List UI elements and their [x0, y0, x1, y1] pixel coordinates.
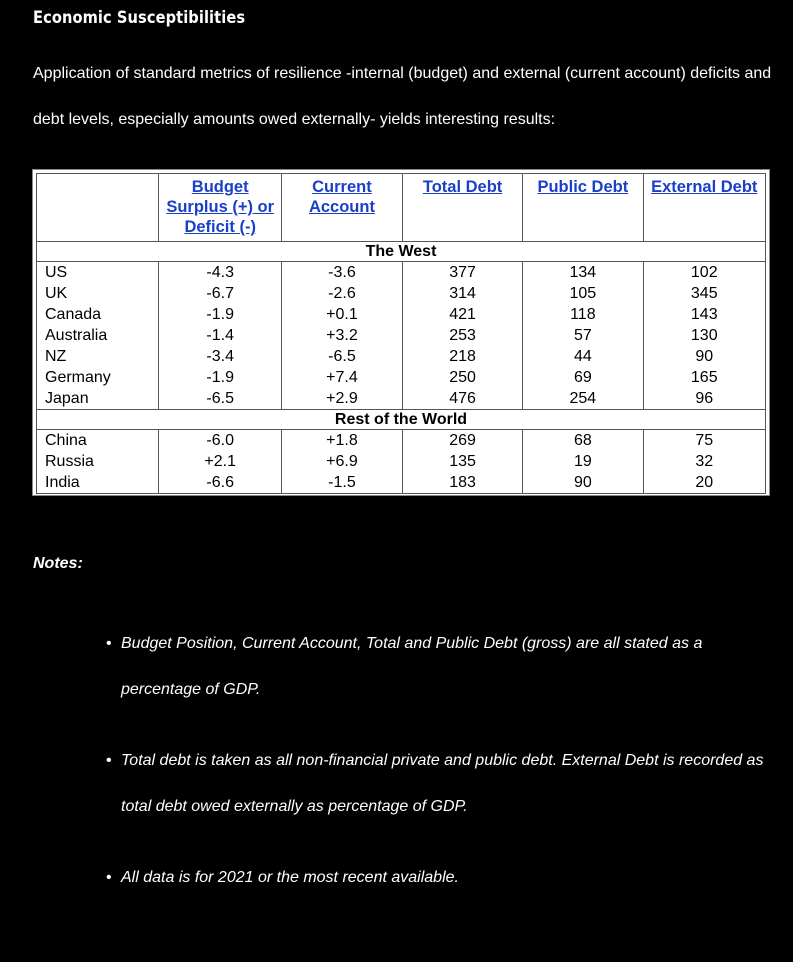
- table-cell-budget: -3.4: [159, 346, 281, 367]
- table-cell-public: 19: [523, 451, 643, 472]
- table-row: [37, 325, 766, 346]
- table-cell-total: 183: [402, 472, 522, 494]
- table-cell-country: Russia: [37, 451, 159, 472]
- bullet-icon: •: [106, 869, 112, 886]
- table-cell-total: 250: [402, 367, 522, 388]
- table-cell-public: 105: [523, 283, 643, 304]
- table-cell-country: China: [37, 430, 159, 452]
- table-cell-public: 118: [523, 304, 643, 325]
- table-cell-total: 253: [402, 325, 522, 346]
- table-cell-budget: -6.0: [159, 430, 281, 452]
- table-section-row: [37, 242, 766, 262]
- table-row: [37, 367, 766, 388]
- table-cell-external: 165: [643, 367, 766, 388]
- table-cell-budget: -1.9: [159, 304, 281, 325]
- economic-metrics-table: [36, 173, 766, 494]
- table-cell-country: Australia: [37, 325, 159, 346]
- table-cell-public: 134: [523, 262, 643, 284]
- table-cell-budget: -6.6: [159, 472, 281, 494]
- table-cell-total: 476: [402, 388, 522, 410]
- table-cell-total: 135: [402, 451, 522, 472]
- table-cell-current: -3.6: [281, 262, 402, 284]
- note-text: All data is for 2021 or the most recent available.: [121, 869, 459, 886]
- table-row: [37, 283, 766, 304]
- note-item: [106, 855, 771, 901]
- table-section-label: The West: [37, 242, 766, 262]
- table-cell-budget: -1.9: [159, 367, 281, 388]
- table-cell-external: 96: [643, 388, 766, 410]
- intro-paragraph: Application of standard metrics of resilience -internal (budget) and external (current account) deficits and debt levels, especially amounts owed externally- yields interesting results:: [33, 65, 772, 128]
- table-cell-external: 90: [643, 346, 766, 367]
- table-cell-country: US: [37, 262, 159, 284]
- table-cell-public: 44: [523, 346, 643, 367]
- table-cell-country: Canada: [37, 304, 159, 325]
- table-row: [37, 346, 766, 367]
- note-item: [106, 621, 771, 713]
- table-cell-current: +1.8: [281, 430, 402, 452]
- table-row: [37, 430, 766, 452]
- section-heading: Economic Susceptibilities: [33, 8, 246, 28]
- table-cell-public: 254: [523, 388, 643, 410]
- table-cell-current: +0.1: [281, 304, 402, 325]
- table-cell-external: 345: [643, 283, 766, 304]
- table-cell-current: +6.9: [281, 451, 402, 472]
- table-cell-public: 69: [523, 367, 643, 388]
- table-cell-current: -1.5: [281, 472, 402, 494]
- table-cell-country: India: [37, 472, 159, 494]
- header-budget[interactable]: Budget Surplus (+) or Deficit (-): [159, 174, 281, 242]
- table-cell-current: +7.4: [281, 367, 402, 388]
- table-cell-public: 57: [523, 325, 643, 346]
- bullet-icon: •: [106, 752, 112, 769]
- table-row: [37, 304, 766, 325]
- table-cell-public: 90: [523, 472, 643, 494]
- header-total-debt[interactable]: Total Debt: [402, 174, 522, 242]
- table-cell-total: 421: [402, 304, 522, 325]
- table-cell-budget: -6.7: [159, 283, 281, 304]
- table-cell-current: -6.5: [281, 346, 402, 367]
- table-body: [37, 242, 766, 494]
- note-text: Total debt is taken as all non-financial private and public debt. External Debt is recorded as total debt owed externally as percentage of GDP.: [121, 752, 764, 815]
- table-cell-current: -2.6: [281, 283, 402, 304]
- header-country: [37, 174, 159, 242]
- table-cell-total: 377: [402, 262, 522, 284]
- notes-label: Notes:: [33, 555, 83, 572]
- table-cell-current: +3.2: [281, 325, 402, 346]
- table-row: [37, 388, 766, 410]
- table-section-row: [37, 410, 766, 430]
- table-cell-current: +2.9: [281, 388, 402, 410]
- table-cell-external: 102: [643, 262, 766, 284]
- table-cell-total: 314: [402, 283, 522, 304]
- notes-list: [106, 621, 771, 926]
- table-cell-external: 20: [643, 472, 766, 494]
- note-item: [106, 738, 771, 830]
- note-text: Budget Position, Current Account, Total and Public Debt (gross) are all stated as a percentage of GDP.: [121, 635, 703, 698]
- table-row: [37, 472, 766, 494]
- table-cell-budget: -4.3: [159, 262, 281, 284]
- economic-metrics-table-image: [32, 169, 770, 496]
- table-cell-budget: -1.4: [159, 325, 281, 346]
- table-cell-country: Japan: [37, 388, 159, 410]
- table-row: [37, 262, 766, 284]
- table-cell-external: 75: [643, 430, 766, 452]
- header-external-debt[interactable]: External Debt: [643, 174, 766, 242]
- table-cell-budget: +2.1: [159, 451, 281, 472]
- header-current-account[interactable]: Current Account: [281, 174, 402, 242]
- table-cell-country: UK: [37, 283, 159, 304]
- table-cell-country: Germany: [37, 367, 159, 388]
- table-cell-total: 218: [402, 346, 522, 367]
- table-row: [37, 451, 766, 472]
- table-cell-external: 143: [643, 304, 766, 325]
- table-cell-external: 130: [643, 325, 766, 346]
- table-cell-budget: -6.5: [159, 388, 281, 410]
- table-cell-total: 269: [402, 430, 522, 452]
- table-cell-external: 32: [643, 451, 766, 472]
- header-public-debt[interactable]: Public Debt: [523, 174, 643, 242]
- table-header-row: [37, 174, 766, 242]
- table-cell-public: 68: [523, 430, 643, 452]
- bullet-icon: •: [106, 635, 112, 652]
- table-cell-country: NZ: [37, 346, 159, 367]
- table-section-label: Rest of the World: [37, 410, 766, 430]
